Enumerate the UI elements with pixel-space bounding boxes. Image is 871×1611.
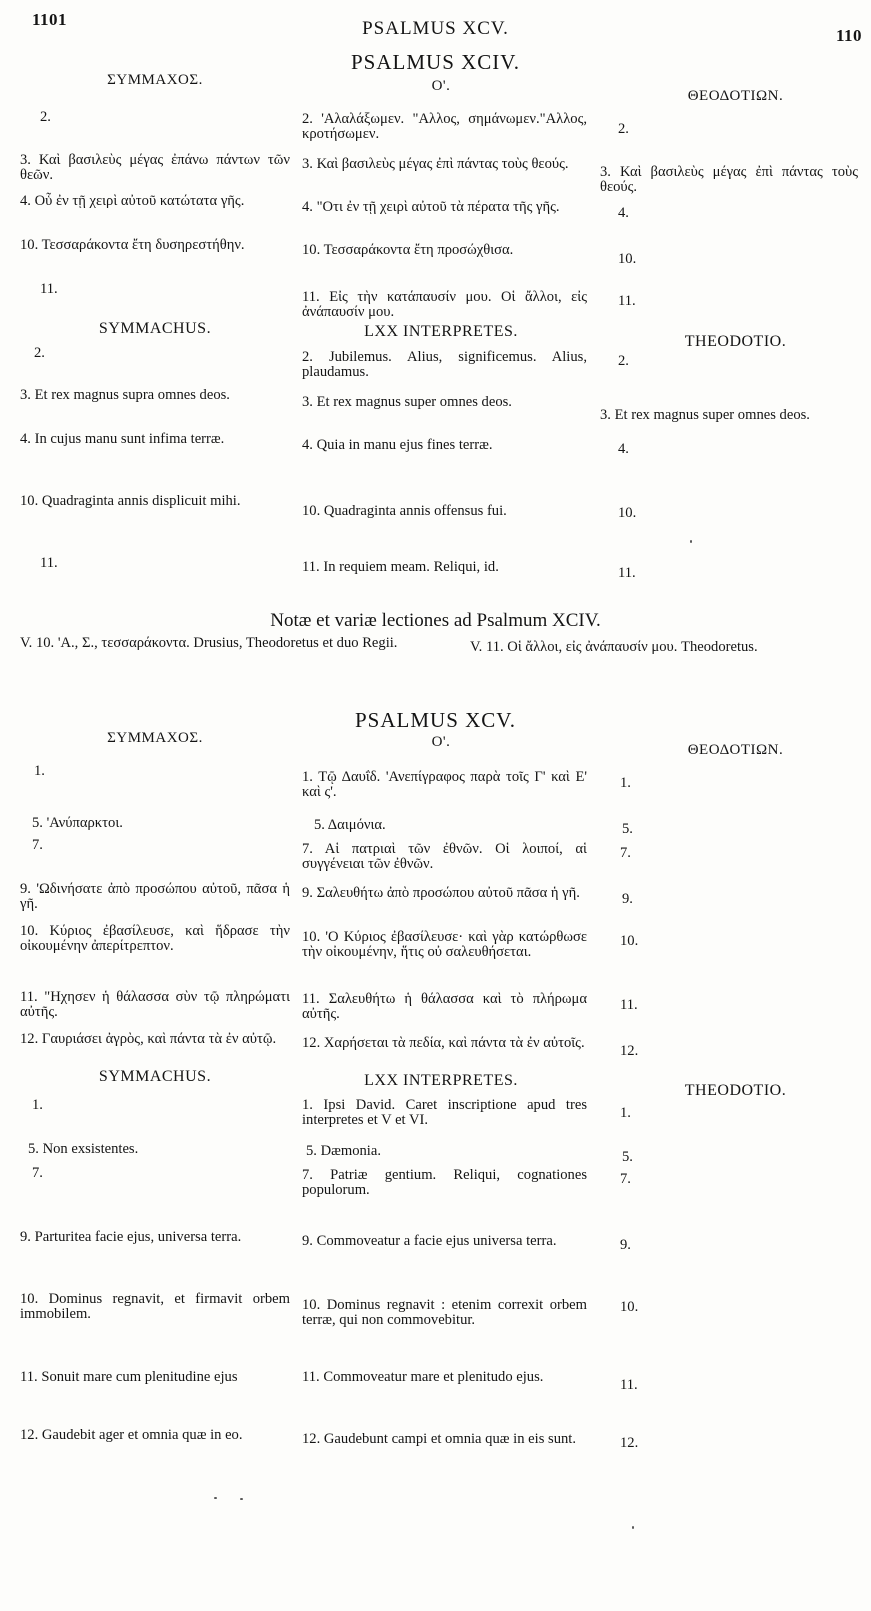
- ps95-greek-sym-12: 12. Γαυριάσει ἀγρὸς, καὶ πάντα τὰ ἐν αὐτῷ.: [20, 1031, 277, 1047]
- ps95-greek-lxx-9: 9. Σαλευθήτω ἀπὸ προσώπου αὐτοῦ πᾶσα ἡ γῆ.: [302, 885, 580, 901]
- ps94-greek-theo-3: 3. Καὶ βασιλεὺς μέγας ἐπὶ πάντας τοὺς θεούς.: [600, 164, 858, 195]
- ps95-greek-theo-5: 5.: [622, 821, 633, 837]
- ps95-greek-lxx-10: 10. 'Ο Κύριος ἐβασίλευσε· καὶ γὰρ κατώρθωσε τὴν οἰκουμένην, ἥτις οὐ σαλευθήσεται.: [302, 929, 587, 960]
- ps95-latin-lxx-7: 7. Patriæ gentium. Reliqui, cognationes populorum.: [302, 1167, 587, 1198]
- ps94-greek-lxx-2: 2. 'Αλαλάξωμεν. "Αλλος, σημάνωμεν."Αλλος, κροτήσωμεν.: [302, 111, 587, 142]
- ps94-latin-sym-11: 11.: [40, 555, 58, 571]
- ps95-latin-lxx-5: 5. Dæmonia.: [306, 1143, 381, 1159]
- ps94-latin-header-lxx: LXX INTERPRETES.: [364, 323, 518, 340]
- ps95-greek-sym-10: 10. Κύριος ἐβασίλευσε, καὶ ἥδρασε τὴν οἰκουμένην ἀπερίτρεπτον.: [20, 923, 290, 954]
- ps95-latin-sym-9: 9. Parturitea facie ejus, universa terra.: [20, 1229, 242, 1245]
- ps95-greek-header-symmachus: ΣΥΜΜΑΧΟΣ.: [107, 730, 203, 746]
- ps94-greek-lxx-4: 4. "Οτι ἐν τῇ χειρὶ αὐτοῦ τὰ πέρατα τῆς γῆς.: [302, 199, 560, 215]
- ps95-latin-theo-11: 11.: [620, 1377, 638, 1393]
- ps94-latin-sym-4: 4. In cujus manu sunt infima terræ.: [20, 431, 225, 447]
- ps94-greek-lxx-3: 3. Καὶ βασιλεὺς μέγας ἐπὶ πάντας τοὺς θεούς.: [302, 156, 569, 172]
- ps94-latin-theo-10: 10.: [618, 505, 637, 521]
- ps94-latin-header-symmachus: SYMMACHUS.: [98, 320, 212, 337]
- psalm-94-title: PSALMUS XCIV.: [351, 50, 520, 74]
- ps95-greek-theo-12: 12.: [620, 1043, 639, 1059]
- ps95-greek-lxx-7: 7. Αἱ πατριαὶ τῶν ἐθνῶν. Οἱ λοιποί, αἱ συγγένειαι τῶν ἐθνῶν.: [302, 841, 587, 872]
- ps94-latin-sym-3: 3. Et rex magnus supra omnes deos.: [20, 387, 230, 403]
- ps94-latin-theo-2: 2.: [618, 353, 629, 369]
- ps95-latin-sym-7: 7.: [32, 1165, 43, 1181]
- ps95-greek-theo-1: 1.: [620, 775, 631, 791]
- ps94-greek-sym-2: 2.: [40, 109, 51, 125]
- ps95-latin-lxx-10: 10. Dominus regnavit : etenim correxit orbem terræ, qui non commovebitur.: [302, 1297, 587, 1328]
- ps95-greek-theo-7: 7.: [620, 845, 631, 861]
- ps94-greek-lxx-11: 11. Εἰς τὴν κατάπαυσίν μου. Οἱ ἄλλοι, εἰς ἀνάπαυσίν μου.: [302, 289, 587, 320]
- ps95-latin-sym-10: 10. Dominus regnavit, et firmavit orbem immobilem.: [20, 1291, 290, 1322]
- ps94-latin-lxx-4: 4. Quia in manu ejus fines terræ.: [302, 437, 493, 453]
- note-right: V. 11. Οἱ ἄλλοι, εἰς ἀνάπαυσίν μου. Theodoretus.: [470, 639, 758, 655]
- ps95-latin-sym-12: 12. Gaudebit ager et omnia quæ in eo.: [20, 1427, 243, 1443]
- ps95-greek-lxx-5: 5. Δαιμόνια.: [314, 817, 386, 833]
- ps94-greek-sym-10: 10. Τεσσαράκοντα ἔτη δυσηρεστήθην.: [20, 237, 245, 253]
- ps95-greek-header-lxx: O'.: [431, 734, 451, 750]
- page-number-right: 110: [836, 26, 863, 45]
- scan-speck: [690, 540, 692, 543]
- ps94-latin-lxx-11: 11. In requiem meam. Reliqui, id.: [302, 559, 499, 575]
- ps95-latin-theo-1: 1.: [620, 1105, 631, 1121]
- scan-speck: [214, 1497, 217, 1499]
- ps95-greek-sym-11: 11. "Ηχησεν ἡ θάλασσα σὺν τῷ πληρώματι αὐτῆς.: [20, 989, 290, 1020]
- ps94-latin-theo-3: 3. Et rex magnus super omnes deos.: [600, 407, 810, 423]
- ps95-greek-lxx-1: 1. Τῷ Δαυΐδ. 'Ανεπίγραφος παρὰ τοῖς Γ' καὶ Ε' καὶ ς'.: [302, 769, 587, 800]
- ps94-latin-lxx-3: 3. Et rex magnus super omnes deos.: [302, 394, 512, 410]
- ps94-latin-sym-2: 2.: [34, 345, 45, 361]
- ps94-latin-theo-11: 11.: [618, 565, 636, 581]
- ps94-latin-header-theodotion: THEODOTIO.: [684, 333, 787, 350]
- ps95-latin-sym-5: 5. Non exsistentes.: [28, 1141, 139, 1157]
- page-number-left: 1101: [32, 10, 68, 29]
- note-left: V. 10. 'Α., Σ., τεσσαράκοντα. Drusius, Theodoretus et duo Regii.: [20, 635, 398, 651]
- ps95-latin-theo-5: 5.: [622, 1149, 633, 1165]
- ps94-greek-header-lxx: O'.: [431, 78, 451, 94]
- psalm-95-title: PSALMUS XCV.: [355, 708, 516, 732]
- scan-speck: [632, 1526, 634, 1529]
- ps95-latin-sym-11: 11. Sonuit mare cum plenitudine ejus: [20, 1369, 238, 1385]
- ps95-greek-lxx-11: 11. Σαλευθήτω ἡ θάλασσα καὶ τὸ πλήρωμα αὐτῆς.: [302, 991, 587, 1022]
- ps95-latin-header-lxx: LXX INTERPRETES.: [364, 1072, 518, 1089]
- ps94-greek-theo-11: 11.: [618, 293, 636, 309]
- ps95-greek-sym-5: 5. 'Ανύπαρκτοι.: [32, 815, 123, 831]
- ps94-greek-theo-2: 2.: [618, 121, 629, 137]
- ps94-latin-lxx-10: 10. Quadraginta annis offensus fui.: [302, 503, 507, 519]
- ps94-greek-sym-11: 11.: [40, 281, 58, 297]
- ps94-greek-header-symmachus: ΣΥΜΜΑΧΟΣ.: [107, 72, 203, 88]
- ps95-latin-theo-7: 7.: [620, 1171, 631, 1187]
- ps95-latin-header-symmachus: SYMMACHUS.: [98, 1068, 212, 1085]
- ps95-latin-header-theodotion: THEODOTIO.: [684, 1082, 787, 1099]
- ps94-latin-sym-10: 10. Quadraginta annis displicuit mihi.: [20, 493, 241, 509]
- scan-speck: [240, 1498, 243, 1500]
- ps95-greek-theo-11: 11.: [620, 997, 638, 1013]
- ps95-latin-theo-12: 12.: [620, 1435, 639, 1451]
- ps94-greek-theo-4: 4.: [618, 205, 629, 221]
- ps95-greek-lxx-12: 12. Χαρήσεται τὰ πεδία, καὶ πάντα τὰ ἐν αὐτοῖς.: [302, 1035, 585, 1051]
- ps95-latin-theo-9: 9.: [620, 1237, 631, 1253]
- ps95-greek-header-theodotion: ΘΕΟΔΟΤΙΩΝ.: [687, 742, 784, 758]
- ps94-greek-lxx-10: 10. Τεσσαράκοντα ἔτη προσώχθισα.: [302, 242, 514, 258]
- ps95-latin-lxx-1: 1. Ipsi David. Caret inscriptione apud tres interpretes et V et VI.: [302, 1097, 587, 1128]
- ps95-greek-sym-9: 9. 'Ωδινήσατε ἀπὸ προσώπου αὐτοῦ, πᾶσα ἡ γῆ.: [20, 881, 290, 912]
- ps94-latin-lxx-2: 2. Jubilemus. Alius, significemus. Alius, plaudamus.: [302, 349, 587, 380]
- ps94-greek-sym-3: 3. Καὶ βασιλεὺς μέγας ἐπάνω πάντων τῶν θεῶν.: [20, 152, 290, 183]
- ps95-greek-sym-1: 1.: [34, 763, 45, 779]
- ps95-latin-sym-1: 1.: [32, 1097, 43, 1113]
- ps95-latin-lxx-12: 12. Gaudebunt campi et omnia quæ in eis sunt.: [302, 1431, 576, 1447]
- ps95-greek-theo-9: 9.: [622, 891, 633, 907]
- ps94-greek-sym-4: 4. Οὗ ἐν τῇ χειρὶ αὐτοῦ κατώτατα γῆς.: [20, 193, 245, 209]
- notes-title: Notæ et variæ lectiones ad Psalmum XCIV.: [270, 610, 601, 631]
- running-head: PSALMUS XCV.: [362, 18, 509, 39]
- ps95-greek-theo-10: 10.: [620, 933, 639, 949]
- ps95-latin-lxx-11: 11. Commoveatur mare et plenitudo ejus.: [302, 1369, 544, 1385]
- ps94-greek-header-theodotion: ΘΕΟΔΟΤΙΩΝ.: [687, 88, 784, 104]
- ps94-greek-theo-10: 10.: [618, 251, 637, 267]
- ps95-latin-theo-10: 10.: [620, 1299, 639, 1315]
- ps95-greek-sym-7: 7.: [32, 837, 43, 853]
- ps94-latin-theo-4: 4.: [618, 441, 629, 457]
- ps95-latin-lxx-9: 9. Commoveatur a facie ejus universa terra.: [302, 1233, 557, 1249]
